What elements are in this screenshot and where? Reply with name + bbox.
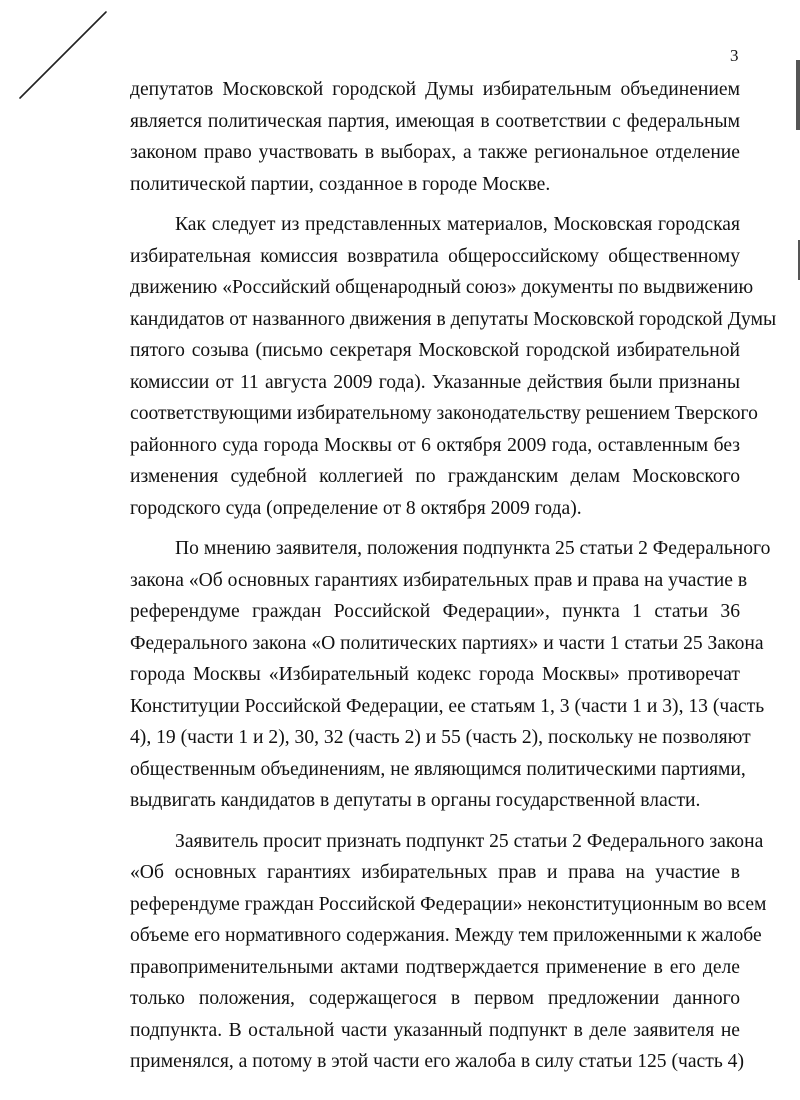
text-line: движению «Российский общенародный союз» документы по выдвижению (130, 277, 754, 298)
text-line: правоприменительными актами подтверждается применение в его деле (130, 956, 740, 978)
text-line: «Об основных гарантиях избирательных прав и права на участие в (130, 862, 740, 883)
paragraph (130, 209, 777, 524)
text-line: применялся, а потому в этой части его жалоба в силу статьи 125 (часть 4) (130, 1051, 744, 1072)
paragraph (130, 826, 767, 1078)
text-line: референдуме граждан Российской Федерации», пункта 1 статьи 36 (130, 601, 740, 622)
text-line: избирательная комиссия возвратила общероссийскому общественному (130, 245, 740, 267)
scan-edge-mark (796, 60, 800, 130)
text-line: Федерального закона «О политических партиях» и части 1 статьи 25 Закона (130, 632, 764, 654)
text-line: 4), 19 (части 1 и 2), 30, 32 (часть 2) и 55 (часть 2), поскольку не позволяют (130, 727, 751, 748)
pen-stroke-mark (18, 6, 118, 106)
text-line: кандидатов от названного движения в депутаты Московской городской Думы (130, 308, 777, 330)
text-line: только положения, содержащегося в первом предложении данного (130, 988, 740, 1009)
document-body (130, 74, 777, 1087)
text-line: Конституции Российской Федерации, ее статьям 1, 3 (части 1 и 3), 13 (часть (130, 695, 765, 717)
text-line: районного суда города Москвы от 6 октября 2009 года, оставленным без (130, 434, 740, 456)
text-line: пятого созыва (письмо секретаря Московской городской избирательной (130, 340, 740, 361)
text-line: городского суда (определение от 8 октября 2009 года). (130, 497, 582, 519)
text-line: объеме его нормативного содержания. Между тем приложенными к жалобе (130, 925, 762, 946)
text-line: закона «Об основных гарантиях избирательных прав и права на участие в (130, 569, 748, 591)
text-line: общественным объединениям, не являющимся политическими партиями, (130, 758, 746, 780)
text-line: Как следует из представленных материалов, Московская городская (175, 214, 740, 235)
text-line: Заявитель просит признать подпункт 25 статьи 2 Федерального закона (175, 830, 764, 852)
text-line: депутатов Московской городской Думы избирательным объединением (130, 79, 740, 100)
text-line: По мнению заявителя, положения подпункта 25 статьи 2 Федерального (175, 538, 771, 559)
text-line: является политическая партия, имеющая в соответствии с федеральным (130, 110, 740, 132)
paragraph (130, 533, 771, 817)
text-line: соответствующими избирательному законодательству решением Тверского (130, 403, 758, 424)
text-line: комиссии от 11 августа 2009 года). Указанные действия были признаны (130, 371, 740, 393)
text-line: выдвигать кандидатов в депутаты в органы государственной власти. (130, 790, 701, 811)
text-line: подпункта. В остальной части указанный подпункт в деле заявителя не (130, 1019, 740, 1041)
text-line: города Москвы «Избирательный кодекс города Москвы» противоречат (130, 664, 740, 685)
page-number: 3 (730, 46, 739, 65)
text-line: политической партии, созданное в городе Москве. (130, 173, 551, 195)
paragraph (130, 74, 740, 200)
text-line: референдуме граждан Российской Федерации» неконституционным во всем (130, 893, 767, 915)
text-line: изменения судебной коллегией по гражданским делам Московского (130, 466, 740, 487)
text-line: законом право участвовать в выборах, а также региональное отделение (130, 142, 740, 163)
